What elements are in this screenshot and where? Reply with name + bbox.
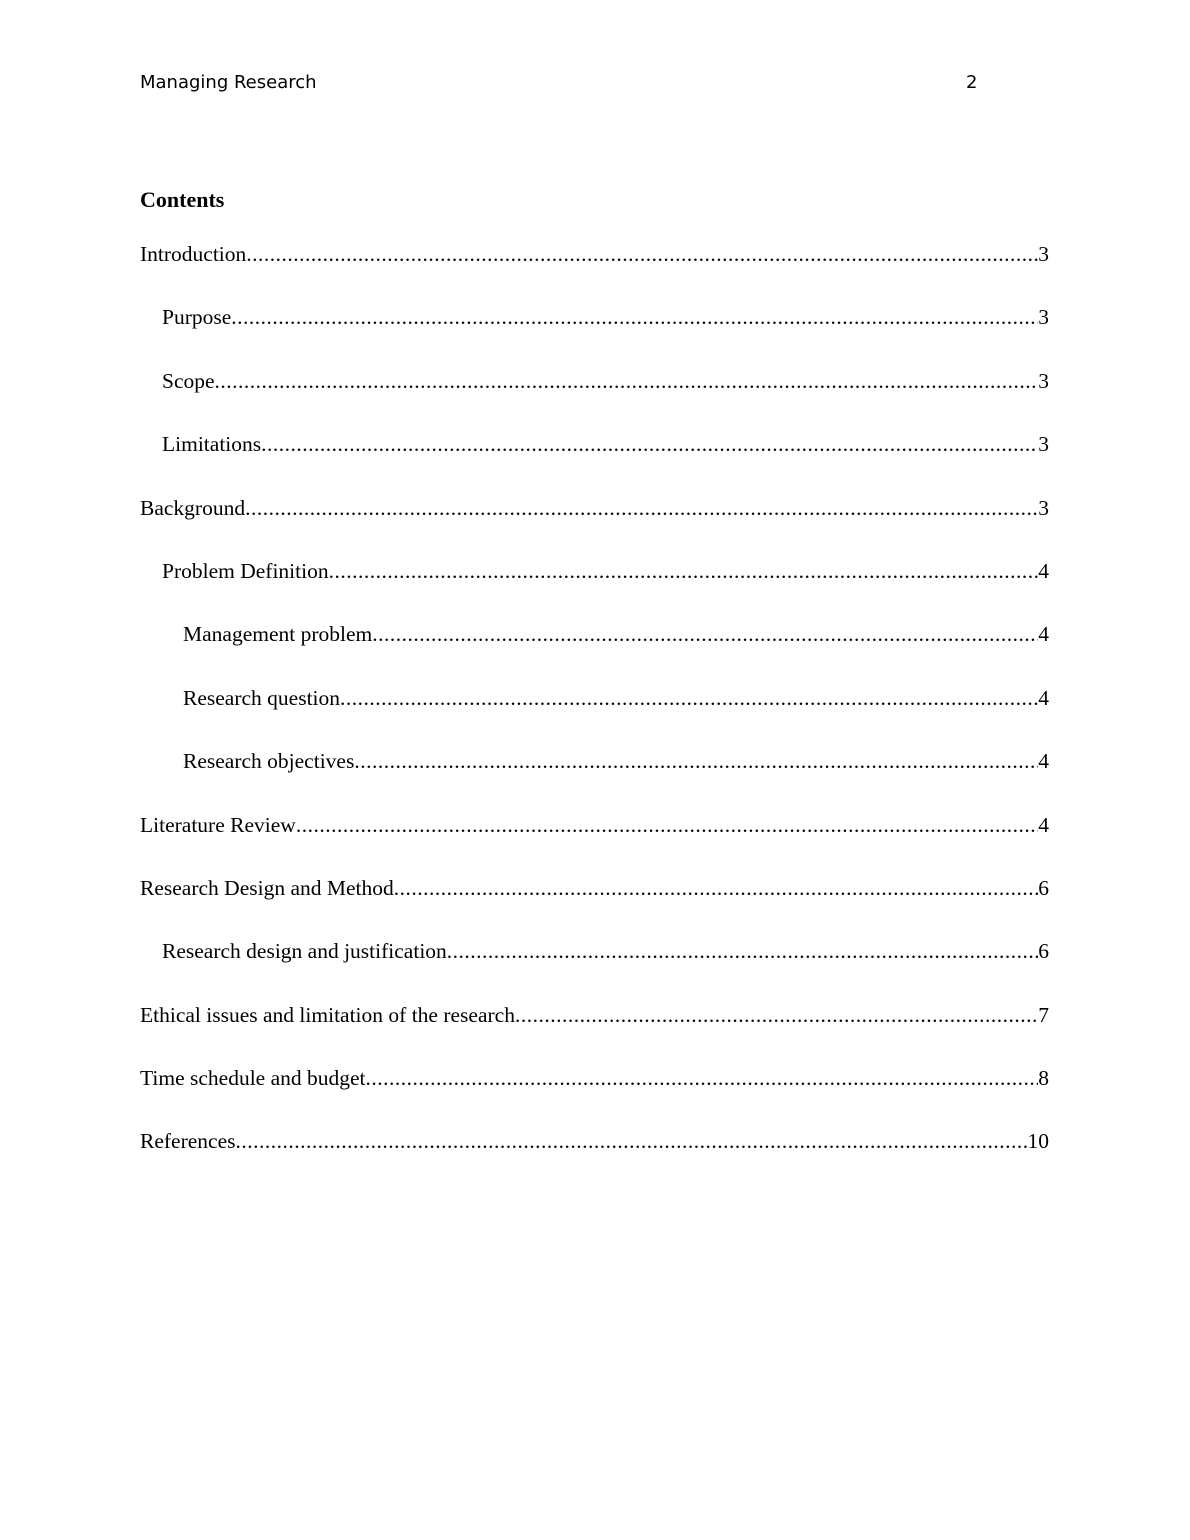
- toc-entry-title: Research design and justification: [162, 939, 447, 964]
- dot-leader: [366, 1064, 1039, 1092]
- toc-entry-title: Management problem: [183, 622, 373, 647]
- toc-entry-scope[interactable]: [140, 367, 1049, 430]
- dot-leader: [245, 494, 1038, 522]
- toc-entry-research-objectives[interactable]: [140, 747, 1049, 810]
- toc-entry-page: 6: [1038, 939, 1049, 964]
- toc-entry-page: 8: [1038, 1066, 1049, 1091]
- dot-leader: [261, 430, 1038, 458]
- dot-leader: [354, 747, 1038, 775]
- toc-entry-title: Problem Definition: [162, 558, 329, 583]
- toc-entry-research-question[interactable]: [140, 684, 1049, 747]
- toc-entry-background[interactable]: [140, 494, 1049, 557]
- toc-entry-references[interactable]: [140, 1127, 1049, 1190]
- toc-heading: Contents: [140, 187, 225, 212]
- toc-entry-purpose[interactable]: [140, 303, 1049, 366]
- toc-entry-title: Research question: [183, 685, 341, 710]
- toc-entry-page: 10: [1027, 1129, 1049, 1154]
- toc-entry-research-design-justification[interactable]: [140, 937, 1049, 1000]
- toc-entry-page: 3: [1038, 305, 1049, 330]
- toc-entry-ethical-issues[interactable]: [140, 1001, 1049, 1064]
- page-number: 2: [966, 72, 978, 93]
- toc-entry-limitations[interactable]: [140, 430, 1049, 493]
- toc-entry-time-schedule-budget[interactable]: [140, 1064, 1049, 1127]
- dot-leader: [329, 557, 1039, 585]
- dot-leader: [515, 1001, 1038, 1029]
- toc-entry-title: Ethical issues and limitation of the research: [140, 1002, 515, 1027]
- toc-entry-page: 3: [1038, 495, 1049, 520]
- toc-entry-page: 4: [1038, 812, 1049, 837]
- dot-leader: [394, 874, 1039, 902]
- toc-entry-title: Purpose: [162, 305, 232, 330]
- dot-leader: [296, 811, 1038, 839]
- toc-entry-page: 3: [1038, 432, 1049, 457]
- dot-leader: [372, 620, 1038, 648]
- toc-entry-title: References: [140, 1129, 236, 1154]
- toc-entry-title: Limitations: [162, 432, 262, 457]
- toc-entry-title: Literature Review: [140, 812, 296, 837]
- dot-leader: [246, 240, 1038, 268]
- toc-entry-page: 4: [1038, 749, 1049, 774]
- toc-entry-title: Scope: [162, 368, 215, 393]
- toc-entry-title: Research Design and Method: [140, 875, 394, 900]
- toc-entry-page: 3: [1038, 242, 1049, 266]
- toc-entry-page: 4: [1038, 685, 1049, 710]
- dot-leader: [236, 1127, 1028, 1155]
- dot-leader: [447, 937, 1038, 965]
- table-of-contents: [140, 240, 1049, 1191]
- toc-entry-management-problem[interactable]: [140, 620, 1049, 683]
- toc-entry-literature-review[interactable]: [140, 811, 1049, 874]
- toc-entry-title: Background: [140, 495, 246, 520]
- toc-entry-title: Introduction: [140, 242, 247, 266]
- dot-leader: [231, 303, 1038, 331]
- toc-entry-introduction[interactable]: [140, 240, 1049, 303]
- dot-leader: [340, 684, 1038, 712]
- toc-entry-title: Research objectives: [183, 749, 355, 774]
- toc-entry-page: 4: [1038, 558, 1049, 583]
- toc-entry-research-design-and-method[interactable]: [140, 874, 1049, 937]
- dot-leader: [215, 367, 1039, 395]
- toc-entry-problem-definition[interactable]: [140, 557, 1049, 620]
- toc-entry-title: Time schedule and budget: [140, 1066, 366, 1091]
- running-header-title: Managing Research: [140, 72, 317, 93]
- toc-entry-page: 6: [1038, 875, 1049, 900]
- toc-entry-page: 3: [1038, 368, 1049, 393]
- toc-entry-page: 4: [1038, 622, 1049, 647]
- toc-entry-page: 7: [1038, 1002, 1049, 1027]
